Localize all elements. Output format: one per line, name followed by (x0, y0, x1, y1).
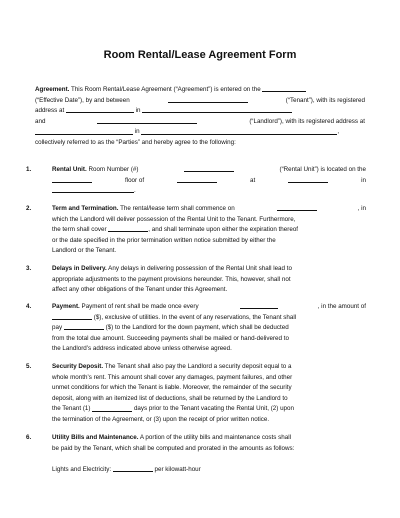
section-1-line-1: Rental Unit. Room Number (#) (“Rental Unit”) is located on the (52, 166, 366, 173)
section-5-line-2: whole month’s rent. This amount shall cover any damages, payment failures, and other (52, 373, 293, 381)
electricity-rate-blank[interactable] (113, 465, 153, 472)
section-5-line-4: deposit, along with an itemized list of deductions, shall be returned by the Landlord to (52, 394, 288, 402)
section-4-line-5: the Landlord’s address indicated above unless otherwise agreed. (52, 345, 232, 353)
section-payment (52, 302, 366, 355)
city-blank[interactable] (52, 186, 134, 193)
floor-blank[interactable] (52, 176, 92, 183)
section-delays-delivery (52, 264, 366, 296)
intro-line-5: in , (35, 127, 365, 138)
section-4-line-1: Payment. Payment of rent shall be made once every , in the amount of (52, 303, 366, 310)
tenant-address-blank[interactable] (66, 106, 134, 113)
section-3-heading: Delays in Delivery. (52, 265, 107, 272)
section-6-line-3 (52, 454, 366, 465)
section-5-line-1: Security Deposit. The Tenant shall also pay the Landlord a security deposit equal to a (52, 363, 292, 370)
section-term-termination (52, 204, 366, 257)
section-1-line-3: . (52, 186, 366, 197)
street-blank[interactable] (288, 176, 328, 183)
section-1-heading: Rental Unit. (52, 166, 87, 173)
section-5-line-5: the Tenant (1) days prior to the Tenant vacating the Rental Unit, (2) upon (52, 405, 294, 413)
section-4-line-3: pay ($) to the Landlord for the down payment, which shall be deducted (52, 324, 289, 332)
tenant-city-blank[interactable] (142, 106, 292, 113)
section-5-heading: Security Deposit. (52, 363, 104, 370)
section-2-line-3: the term shall cover , and shall terminate upon either the expiration thereof (52, 226, 299, 234)
intro-line-4: and (“Landlord”), with its registered address at (35, 117, 365, 125)
room-number-blank[interactable] (184, 165, 234, 172)
intro-line-6: collectively referred to as the “Parties” and hereby agree to the following: (35, 138, 236, 146)
agreement-heading: Agreement. (35, 86, 70, 93)
section-3-line-3: affect any other obligations of the Tenant under this Agreement. (52, 286, 228, 294)
section-3-line-1: Delays in Delivery. Any delays in delivering possession of the Rental Unit shall lead to (52, 265, 292, 272)
section-4-number: 4. (26, 303, 32, 310)
section-6-heading: Utility Bills and Maintenance. (52, 434, 139, 441)
down-payment-blank[interactable] (64, 323, 104, 330)
section-5-line-6: the termination of the Agreement, or (3) upon the receipt of prior written notice. (52, 415, 270, 423)
section-5-line-3: unmet conditions for which the Tenant is liable. Moreover, the remainder of the security (52, 384, 292, 392)
landlord-city-blank[interactable] (141, 127, 337, 134)
section-1-number: 1. (26, 166, 32, 173)
section-utility-bills (52, 433, 366, 475)
section-3-line-2: appropriate adjustments to the payment provisions hereunder. This, however, shall not (52, 275, 291, 283)
section-2-line-2: which the Landlord will deliver possession of the Rental Unit to the Tenant. Furthermore, (52, 215, 296, 223)
section-5-number: 5. (26, 363, 32, 370)
term-length-blank[interactable] (108, 225, 148, 232)
agreement-paragraph (35, 85, 365, 149)
intro-line-3: address at in (35, 106, 365, 117)
section-4-line-4: from the total due amount. Succeeding payments shall be mailed or hand-delivered to (52, 334, 289, 342)
section-2-line-4: or the date specified in the prior termination written notice submitted by either the (52, 236, 276, 244)
landlord-address-blank[interactable] (35, 127, 133, 134)
section-security-deposit (52, 362, 366, 426)
intro-line-2: (“Effective Date”), by and between (“Tenant”), with its registered (35, 96, 365, 104)
commencement-date-blank[interactable] (277, 204, 317, 211)
payment-frequency-blank[interactable] (240, 302, 278, 309)
section-2-number: 2. (26, 205, 32, 212)
landlord-name-blank[interactable] (97, 117, 197, 124)
section-6-number: 6. (26, 434, 32, 441)
section-1-line-2: floor of at in (52, 176, 366, 187)
deposit-return-days-blank[interactable] (92, 404, 132, 411)
section-rental-unit (52, 165, 366, 197)
section-2-line-5: Landlord or the Tenant. (52, 247, 117, 255)
section-4-heading: Payment. (52, 303, 80, 310)
section-2-heading: Term and Termination. (52, 205, 119, 212)
section-6-line-2: be paid by the Tenant, which shall be computed and prorated in the amounts as follows: (52, 444, 295, 452)
section-3-number: 3. (26, 265, 32, 272)
section-4-line-2: ($), exclusive of utilities. In the event of any reservations, the Tenant shall (52, 313, 366, 324)
effective-date-blank[interactable] (262, 85, 306, 92)
section-6-line-4: Lights and Electricity: per kilowatt-hour (52, 465, 201, 473)
rent-amount-blank[interactable] (52, 313, 92, 320)
document-title: Room Rental/Lease Agreement Form (103, 49, 297, 61)
tenant-name-blank[interactable] (168, 96, 248, 103)
section-6-line-1: Utility Bills and Maintenance. A portion of the utility bills and maintenance costs shall (52, 434, 292, 441)
section-2-line-1: Term and Termination. The rental/lease term shall commence on , in (52, 205, 366, 212)
building-blank[interactable] (177, 176, 217, 183)
intro-line-1: Agreement. This Room Rental/Lease Agreement (“Agreement”) is entered on the (35, 85, 365, 96)
